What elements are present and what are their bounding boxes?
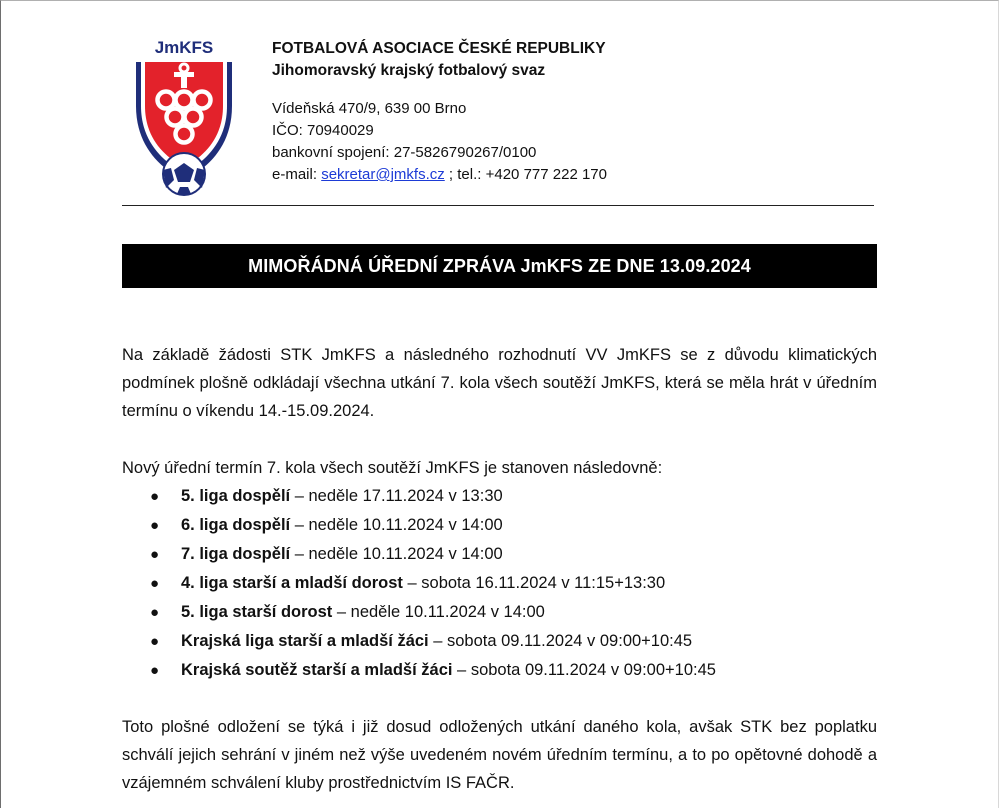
league-date: – sobota 16.11.2024 v 11:15+13:30 [402,574,666,592]
list-item [122,511,877,540]
league-date: – sobota 09.11.2024 v 09:00+10:45 [428,632,693,650]
header-divider [122,205,874,206]
list-item [122,569,877,598]
jmkfs-logo [122,36,246,200]
bullet-icon: ● [150,662,160,679]
list-item [122,627,877,656]
league-name: 5. liga dospělí [181,487,291,505]
list-item [122,540,877,569]
association-name: Jihomoravský krajský fotbalový svaz [272,62,546,79]
list-item [122,598,877,627]
bullet-icon: ● [150,633,160,650]
bullet-icon: ● [150,517,160,534]
bullet-icon: ● [150,604,160,621]
bank-line: bankovní spojení: 27-5826790267/0100 [272,144,537,161]
league-date: – neděle 10.11.2024 v 14:00 [290,545,503,563]
contact-line [272,164,607,186]
league-name: 6. liga dospělí [181,516,291,534]
list-item [122,482,877,511]
league-name: Krajská soutěž starší a mladší žáci [181,661,453,679]
league-date: – neděle 17.11.2024 v 13:30 [290,487,503,505]
email-label: e-mail: [272,166,322,183]
closing-paragraph: Toto plošné odložení se týká i již dosud odložených utkání daného kola, avšak STK bez poplatku schválí jejich sehrání v jiném než výše uvedeném novém úředním termínu, a to po opětovné dohodě a vzájemném schválení kluby prostřednictvím IS FAČR. [122,718,877,792]
phone-text: ; tel.: +420 777 222 170 [444,166,607,183]
organization-name: FOTBALOVÁ ASOCIACE ČESKÉ REPUBLIKY [272,40,606,57]
intro-paragraph: Na základě žádosti STK JmKFS a následného rozhodnutí VV JmKFS se z důvodu klimatických podmínek plošně odkládají všechna utkání 7. kola všech soutěží JmKFS, která se měla hrát v úředním termínu o víkendu 14.-15.09.2024. [122,346,877,420]
league-date: – neděle 10.11.2024 v 14:00 [332,603,545,621]
league-name: 7. liga dospělí [181,545,291,563]
address-line: Vídeňská 470/9, 639 00 Brno [272,100,467,117]
league-date: – sobota 09.11.2024 v 09:00+10:45 [452,661,716,679]
schedule-intro: Nový úřední termín 7. kola všech soutěží JmKFS je stanoven následovně: [122,459,663,477]
ico-line: IČO: 70940029 [272,122,374,139]
league-date: – neděle 10.11.2024 v 14:00 [290,516,503,534]
bullet-icon: ● [150,575,160,592]
league-name: 5. liga starší dorost [181,603,333,621]
document-title: MIMOŘÁDNÁ ÚŘEDNÍ ZPRÁVA JmKFS ZE DNE 13.09.2024 [248,255,751,276]
bullet-icon: ● [150,488,160,505]
letterhead [272,38,607,186]
bullet-icon: ● [150,546,160,563]
league-name: Krajská liga starší a mladší žáci [181,632,429,650]
league-name: 4. liga starší a mladší dorost [181,574,403,592]
logo-text: JmKFS [154,38,214,57]
title-banner [122,244,877,288]
email-link[interactable]: sekretar@jmkfs.cz [321,166,445,183]
list-item [122,656,877,685]
schedule-list [122,482,877,685]
